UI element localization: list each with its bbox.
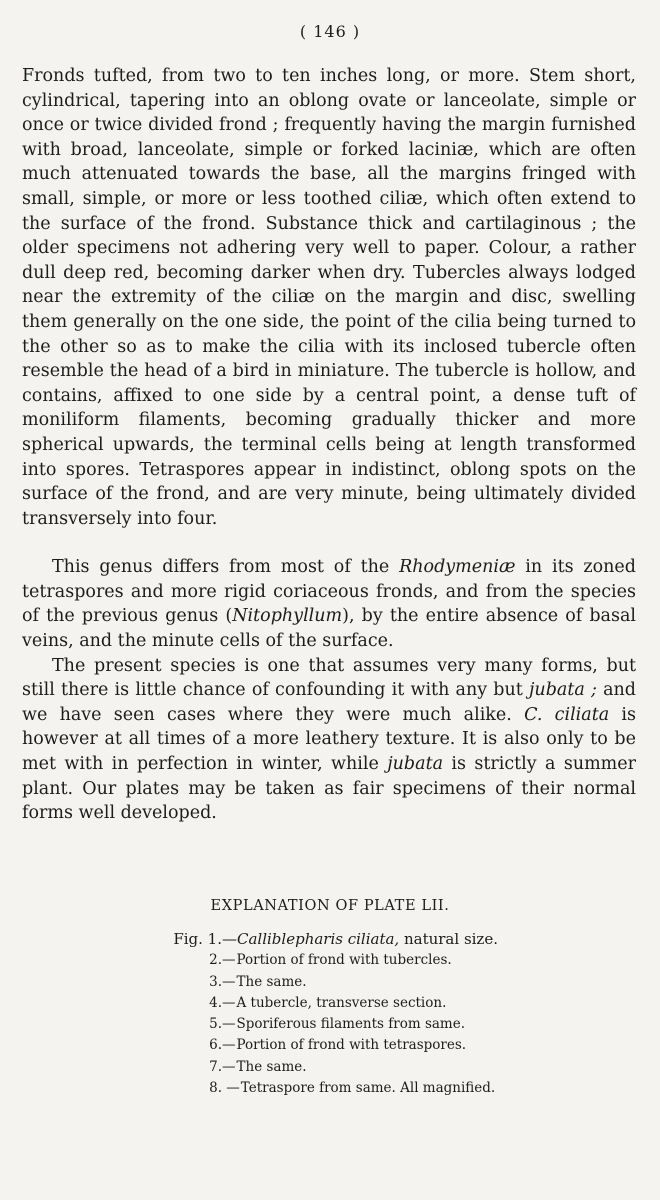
text-run: This genus differs from most of the — [52, 557, 400, 578]
text-run: is strictly a summer plant. Our plates may be taken as fair specimens of their normal forms well developed. — [22, 754, 636, 824]
figure-species: Calliblepharis ciliata, — [237, 930, 400, 948]
italic-term: jubata — [387, 754, 444, 775]
page-number: ( 146 ) — [299, 22, 361, 41]
text-run: The present species is one that assumes very many forms, but still there is little chance of confounding it with any but — [22, 655, 636, 701]
figure-item — [166, 1035, 606, 1056]
figure-item — [166, 1014, 606, 1035]
figure-item — [166, 929, 606, 950]
figure-caption: Portion of frond with tetraspores. — [236, 1037, 467, 1054]
figure-number: 8. — [209, 1080, 222, 1097]
figure-dash: — — [222, 930, 237, 948]
figure-list — [166, 929, 606, 1099]
figure-number: 2. — [209, 952, 222, 969]
figure-caption: Portion of frond with tubercles. — [236, 952, 452, 969]
figure-item — [166, 993, 606, 1014]
figure-caption: The same. — [236, 1058, 307, 1075]
text-run: in its zoned tetraspores and more rigid coriaceous fronds, and from the species of the previous genus ( — [22, 557, 636, 627]
figure-dash: — — [222, 973, 236, 990]
figure-number: 7. — [209, 1058, 222, 1075]
figure-number: Fig. 1. — [173, 930, 222, 948]
text-run: Fronds tufted, from two to ten inches long, or more. Stem short, cylindrical, tapering into an oblong ovate or lanceolate, simple or once or twice divided frond ; frequently having the margin furnished with broad, lanceolate, simple or forked laciniæ, which are often much attenuated towards the base, all the margins fringed with small, simple, or more or less toothed ciliæ, which often extend to the surface of the frond. Substance thick and cartilaginous ; the older specimens not adhering very well to paper. Colour, a rather dull deep red, becoming darker when dry. Tubercles always lodged near the extremity of the ciliæ on the margin and disc, swelling them generally on the one side, the point of the cilia being turned to the other so as to make the cilia with its inclosed tubercle often resemble the head of a bird in miniature. The tubercle is hollow, and contains, affixed to one side by a central point, a dense tuft of moniliform filaments, becoming gradually thicker and more spherical upwards, the terminal cells being at length transformed into spores. Tetraspores appear in indistinct, oblong spots on the surface of the frond, and are very minute, being ultimately divided transversely into four. — [22, 66, 636, 529]
text-run: and we have seen cases where they were much alike. — [22, 680, 636, 725]
italic-term: C. ciliata — [524, 704, 610, 725]
figure-caption: natural size. — [399, 930, 498, 948]
italic-term: Rhodymeniæ — [399, 557, 516, 578]
italic-term: Nitophyllum — [232, 606, 343, 627]
paragraph-species — [22, 654, 636, 826]
figure-dash: — — [222, 1058, 236, 1075]
figure-dash: — — [222, 1080, 240, 1097]
figure-number: 4. — [209, 994, 222, 1011]
figure-dash: — — [222, 952, 236, 969]
paragraph-description — [22, 64, 636, 531]
figure-item — [166, 950, 606, 971]
figure-dash: — — [222, 994, 236, 1011]
body-text — [22, 64, 636, 826]
italic-term: jubata ; — [529, 680, 597, 701]
text-run: ), by the entire absence of basal veins, and the minute cells of the surface. — [22, 606, 636, 652]
text-run: is however at all times of a more leathery texture. It is also only to be met with in perfection in winter, while — [22, 704, 637, 775]
figure-dash: — — [222, 1016, 236, 1033]
plate-title: EXPLANATION OF PLATE LII. — [210, 898, 450, 914]
figure-caption: Tetraspore from same. All magnified. — [240, 1080, 496, 1097]
figure-item — [166, 972, 606, 993]
figure-number: 5. — [209, 1016, 222, 1033]
figure-number: 6. — [209, 1037, 222, 1054]
figure-caption: A tubercle, transverse section. — [236, 994, 447, 1011]
figure-dash: — — [222, 1037, 236, 1054]
figure-caption: Sporiferous filaments from same. — [236, 1016, 465, 1033]
figure-item — [166, 1078, 606, 1099]
figure-item — [166, 1057, 606, 1078]
paragraph-genus — [22, 555, 636, 653]
figure-caption: The same. — [236, 973, 307, 990]
figure-number: 3. — [209, 973, 222, 990]
